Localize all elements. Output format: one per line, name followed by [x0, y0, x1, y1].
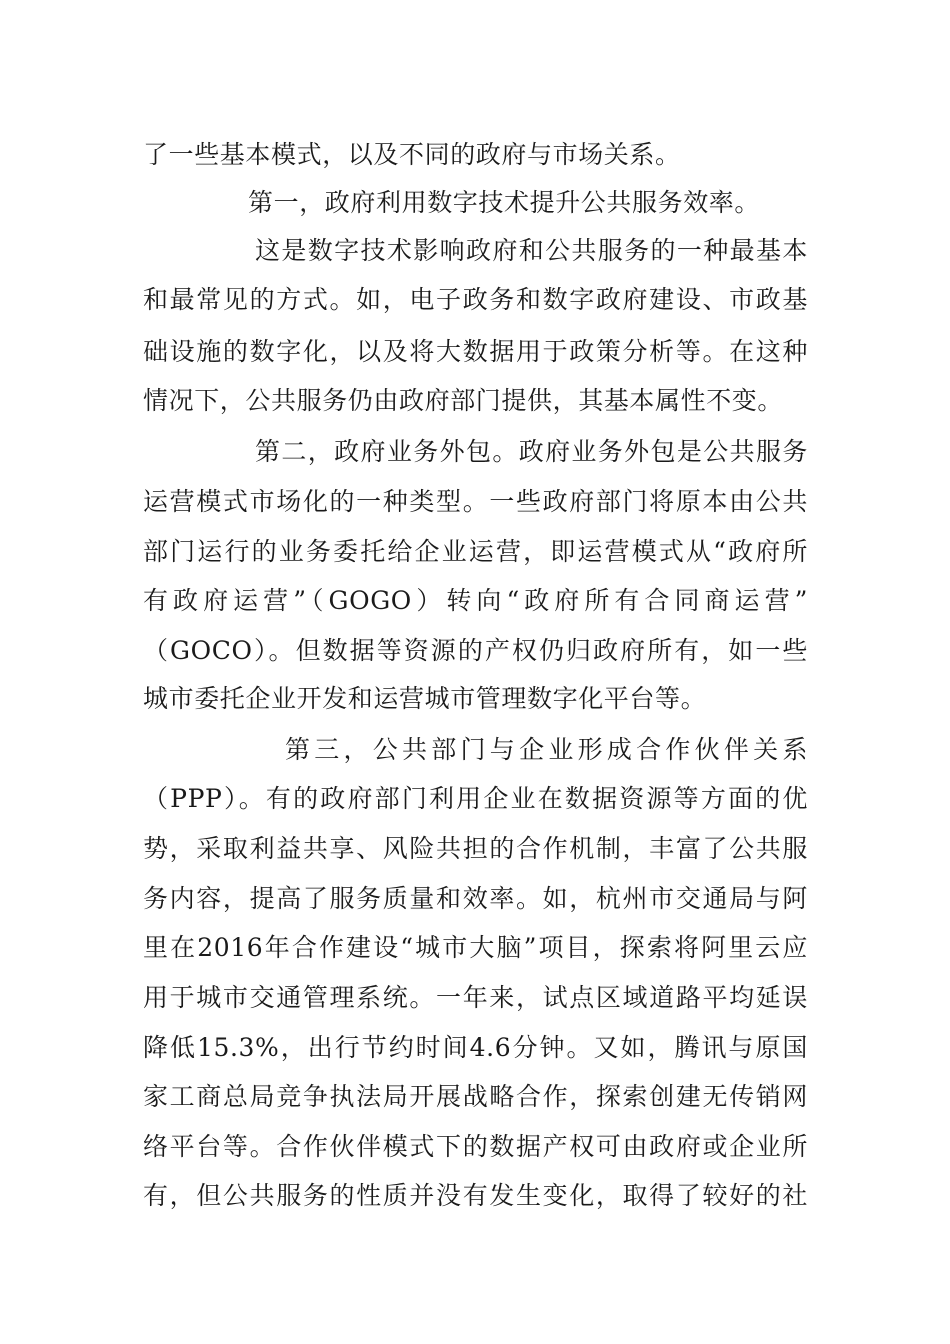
section-heading-2: 第二，政府业务外包。政府业务外包是公共服务 [255, 437, 808, 466]
text-line: 和最常见的方式。如，电子政务和数字政府建设、市政基 [143, 285, 808, 314]
text-line: 了一些基本模式，以及不同的政府与市场关系。 [143, 140, 681, 169]
section-heading-3: 第三，公共部门与企业形成合作伙伴关系 [285, 735, 808, 764]
section-heading-1: 第一，政府利用数字技术提升公共服务效率。 [248, 188, 761, 217]
text-line: 础设施的数字化，以及将大数据用于政策分析等。在这种 [143, 337, 808, 366]
text-line: （PPP）。有的政府部门利用企业在数据资源等方面的优 [143, 784, 808, 813]
text-line: 情况下，公共服务仍由政府部门提供，其基本属性不变。 [143, 386, 784, 415]
text-line: 家工商总局竞争执法局开展战略合作，探索创建无传销网 [143, 1082, 808, 1111]
text-line: 势，采取利益共享、风险共担的合作机制，丰富了公共服 [143, 834, 808, 863]
text-line: 有，但公共服务的性质并没有发生变化，取得了较好的社 [143, 1181, 808, 1210]
text-line: 运营模式市场化的一种类型。一些政府部门将原本由公共 [143, 487, 808, 516]
text-line: 降低15.3%，出行节约时间4.6分钟。又如，腾讯与原国 [143, 1033, 808, 1062]
text-line: 务内容，提高了服务质量和效率。如，杭州市交通局与阿 [143, 884, 808, 913]
text-line: 城市委托企业开发和运营城市管理数字化平台等。 [143, 684, 707, 713]
text-line: 这是数字技术影响政府和公共服务的一种最基本 [255, 236, 808, 265]
text-line: 部门运行的业务委托给企业运营，即运营模式从“政府所 [143, 537, 808, 566]
text-line: 用于城市交通管理系统。一年来，试点区域道路平均延误 [143, 983, 808, 1012]
text-line: （GOCO）。但数据等资源的产权仍归政府所有，如一些 [143, 636, 808, 665]
text-line: 里在2016年合作建设“城市大脑”项目，探索将阿里云应 [143, 933, 808, 962]
text-line: 络平台等。合作伙伴模式下的数据产权可由政府或企业所 [143, 1132, 808, 1161]
text-line: 有政府运营”（GOGO）转向“政府所有合同商运营” [143, 586, 808, 615]
